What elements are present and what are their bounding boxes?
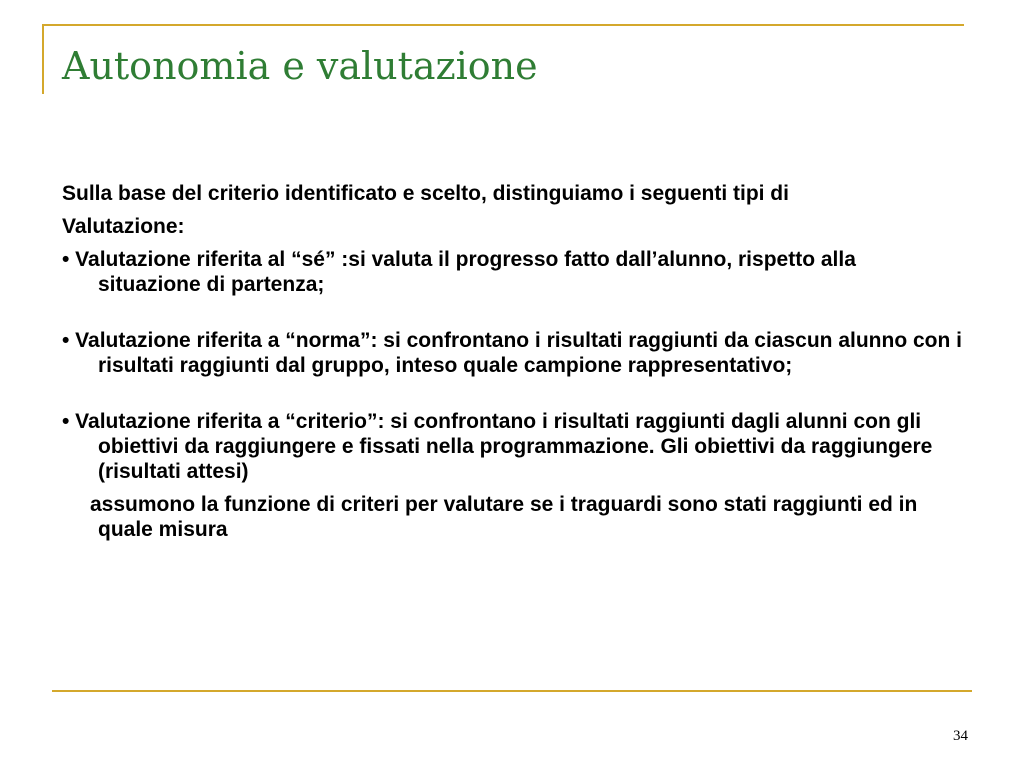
bullet-item-se: • Valutazione riferita al “sé” :si valuta il progresso fatto dall’alunno, rispetto alla situazione di partenza; bbox=[62, 248, 856, 296]
footer-rule bbox=[52, 690, 972, 692]
slide-body bbox=[62, 181, 962, 542]
bullet-item-norma: • Valutazione riferita a “norma”: si confrontano i risultati raggiunti da ciascun alunno con i risultati raggiunti dal gruppo, inteso quale campione rappresentativo; bbox=[62, 329, 962, 377]
intro-text: Sulla base del criterio identificato e scelto, distinguiamo i seguenti tipi di bbox=[62, 182, 789, 205]
criterio-continuation bbox=[62, 492, 962, 542]
valutazione-label: Valutazione: bbox=[62, 215, 185, 238]
title-top-rule bbox=[42, 24, 964, 26]
slide-title: Autonomia e valutazione bbox=[62, 44, 538, 88]
criterio-continuation-text: assumono la funzione di criteri per valutare se i traguardi sono stati raggiunti ed in quale misura bbox=[90, 493, 918, 541]
bullet-item-criterio: • Valutazione riferita a “criterio”: si confrontano i risultati raggiunti dagli alunni con gli obiettivi da raggiungere e fissati nella programmazione. Gli obiettivi da raggiungere (risultati attesi) bbox=[62, 410, 933, 483]
page-number: 34 bbox=[953, 728, 968, 744]
title-left-rule bbox=[42, 24, 44, 94]
